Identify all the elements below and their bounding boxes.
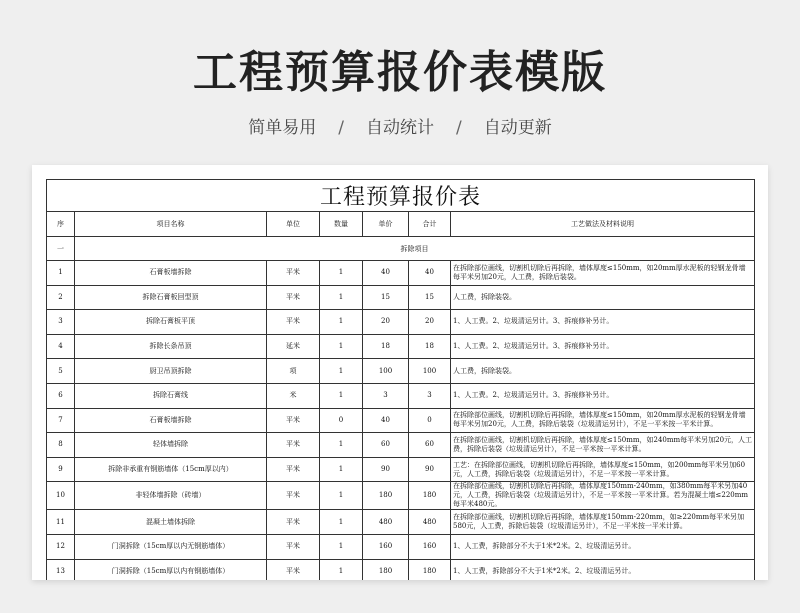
total-cell: 0 xyxy=(409,408,451,433)
description-cell: 在拆除部位画线，切割机切除后再拆除，墙体厚度≤150mm，如20mm厚水泥板的轻钢龙骨墙每平米另加20元，人工费，拆除后装袋（垃圾清运另计），不足一平米按一平米计算。 xyxy=(451,408,755,433)
item-name: 石膏板墙拆除 xyxy=(75,261,267,286)
column-header: 序 xyxy=(47,212,75,237)
quantity-cell: 1 xyxy=(320,559,363,580)
column-header: 数量 xyxy=(320,212,363,237)
table-row xyxy=(47,261,755,286)
description-cell: 1、人工费，拆除部分不大于1米*2米。2、垃圾清运另计。 xyxy=(451,559,755,580)
quantity-cell: 1 xyxy=(320,482,363,510)
unit-cell: 平米 xyxy=(267,559,320,580)
tag-separator: / xyxy=(338,118,344,138)
total-cell: 20 xyxy=(409,310,451,335)
row-number: 13 xyxy=(47,559,75,580)
quantity-cell: 1 xyxy=(320,334,363,359)
item-name: 非轻体墙拆除（砖墙） xyxy=(75,482,267,510)
unit-cell: 平米 xyxy=(267,433,320,458)
total-cell: 3 xyxy=(409,383,451,408)
spreadsheet-preview xyxy=(32,165,768,580)
row-number: 6 xyxy=(47,383,75,408)
column-header: 单价 xyxy=(363,212,409,237)
section-number: 一 xyxy=(47,237,75,261)
row-number: 12 xyxy=(47,534,75,559)
column-header: 工艺做法及材料说明 xyxy=(451,212,755,237)
table-row xyxy=(47,433,755,458)
item-name: 拆除石膏板平顶 xyxy=(75,310,267,335)
section-name: 拆除项目 xyxy=(75,237,755,261)
total-cell: 15 xyxy=(409,285,451,310)
unit-price-cell: 480 xyxy=(363,510,409,535)
item-name: 拆除非承重有钢筋墙体（15cm厚以内） xyxy=(75,457,267,482)
row-number: 10 xyxy=(47,482,75,510)
quantity-cell: 1 xyxy=(320,510,363,535)
unit-price-cell: 40 xyxy=(363,408,409,433)
item-name: 门洞拆除（15cm厚以内有钢筋墙体） xyxy=(75,559,267,580)
column-header: 单位 xyxy=(267,212,320,237)
total-cell: 18 xyxy=(409,334,451,359)
total-cell: 40 xyxy=(409,261,451,286)
quantity-cell: 1 xyxy=(320,261,363,286)
table-row xyxy=(47,310,755,335)
description-cell: 在拆除部位画线，切割机切除后再拆除，墙体厚度≤150mm，如240mm每平米另加20元，人工费，拆除后装袋（垃圾清运另计），不足一平米按一平米计算。 xyxy=(451,433,755,458)
quantity-cell: 1 xyxy=(320,383,363,408)
item-name: 门洞拆除（15cm厚以内无钢筋墙体） xyxy=(75,534,267,559)
total-cell: 180 xyxy=(409,559,451,580)
description-cell: 工艺：在拆除部位画线，切割机切除后再拆除，墙体厚度≤150mm，如200mm每平米另加60元，人工费，拆除后装袋（垃圾清运另计），不足一平米按一平米计算。 xyxy=(451,457,755,482)
table-row xyxy=(47,334,755,359)
unit-cell: 米 xyxy=(267,383,320,408)
tag-auto-update: 自动更新 xyxy=(483,118,552,138)
description-cell: 1、人工费。2、垃圾清运另计。3、拆痕修补另计。 xyxy=(451,334,755,359)
unit-cell: 延米 xyxy=(267,334,320,359)
row-number: 7 xyxy=(47,408,75,433)
item-name: 拆除石膏板回型顶 xyxy=(75,285,267,310)
unit-cell: 平米 xyxy=(267,310,320,335)
row-number: 8 xyxy=(47,433,75,458)
column-header: 合计 xyxy=(409,212,451,237)
item-name: 轻体墙拆除 xyxy=(75,433,267,458)
page-title: 工程预算报价表模版 xyxy=(193,47,607,98)
unit-price-cell: 3 xyxy=(363,383,409,408)
table-row xyxy=(47,359,755,384)
unit-price-cell: 180 xyxy=(363,482,409,510)
description-cell: 在拆除部位画线，切割机切除后再拆除，墙体厚度150mm-240mm，如380mm每平米另加40元，人工费，拆除后装袋（垃圾清运另计），不足一平米按一平米计算。若为混凝土墙≤220mm每平米480元。 xyxy=(451,482,755,510)
total-cell: 480 xyxy=(409,510,451,535)
table-row xyxy=(47,510,755,535)
quantity-cell: 1 xyxy=(320,285,363,310)
row-number: 11 xyxy=(47,510,75,535)
item-name: 厨卫吊顶拆除 xyxy=(75,359,267,384)
unit-cell: 平米 xyxy=(267,457,320,482)
quantity-cell: 1 xyxy=(320,457,363,482)
total-cell: 90 xyxy=(409,457,451,482)
description-cell: 1、人工费，拆除部分不大于1米*2米。2、垃圾清运另计。 xyxy=(451,534,755,559)
unit-cell: 平米 xyxy=(267,510,320,535)
description-cell: 在拆除部位画线，切割机切除后再拆除，墙体厚度≤150mm，如20mm厚水泥板的轻钢龙骨墙每平米另加20元，人工费，拆除后装袋。 xyxy=(451,261,755,286)
row-number: 2 xyxy=(47,285,75,310)
table-row xyxy=(47,408,755,433)
unit-cell: 平米 xyxy=(267,285,320,310)
quantity-cell: 1 xyxy=(320,433,363,458)
row-number: 9 xyxy=(47,457,75,482)
table-row xyxy=(47,482,755,510)
quantity-cell: 1 xyxy=(320,534,363,559)
row-number: 5 xyxy=(47,359,75,384)
row-number: 1 xyxy=(47,261,75,286)
tag-separator: / xyxy=(456,118,462,138)
quantity-cell: 1 xyxy=(320,310,363,335)
unit-price-cell: 20 xyxy=(363,310,409,335)
table-row xyxy=(47,383,755,408)
unit-price-cell: 90 xyxy=(363,457,409,482)
column-header: 项目名称 xyxy=(75,212,267,237)
description-cell: 1、人工费。2、垃圾清运另计。3、拆痕修补另计。 xyxy=(451,383,755,408)
tag-auto-stat: 自动统计 xyxy=(366,118,434,138)
unit-price-cell: 180 xyxy=(363,559,409,580)
unit-price-cell: 60 xyxy=(363,433,409,458)
row-number: 3 xyxy=(47,310,75,335)
description-cell: 在拆除部位画线，切割机切除后再拆除，墙体厚度150mm-220mm，如≥220mm每平米另加580元，人工费，拆除后装袋（垃圾清运另计），不足一平米按一平米计算。 xyxy=(451,510,755,535)
item-name: 拆除石膏线 xyxy=(75,383,267,408)
quantity-cell: 0 xyxy=(320,408,363,433)
table-row xyxy=(47,559,755,580)
unit-price-cell: 18 xyxy=(363,334,409,359)
table-row xyxy=(47,534,755,559)
section-row xyxy=(47,237,755,261)
row-number: 4 xyxy=(47,334,75,359)
sheet-title: 工程预算报价表 xyxy=(47,180,755,212)
total-cell: 60 xyxy=(409,433,451,458)
unit-cell: 平米 xyxy=(267,261,320,286)
unit-price-cell: 15 xyxy=(363,285,409,310)
total-cell: 180 xyxy=(409,482,451,510)
item-name: 混凝土墙体拆除 xyxy=(75,510,267,535)
unit-cell: 项 xyxy=(267,359,320,384)
item-name: 石膏板墙拆除 xyxy=(75,408,267,433)
description-cell: 人工费，拆除装袋。 xyxy=(451,359,755,384)
table-row xyxy=(47,457,755,482)
unit-price-cell: 40 xyxy=(363,261,409,286)
tag-easy: 简单易用 xyxy=(248,118,317,138)
tagline xyxy=(0,113,800,138)
unit-price-cell: 100 xyxy=(363,359,409,384)
description-cell: 人工费，拆除装袋。 xyxy=(451,285,755,310)
table-header-row xyxy=(47,212,755,237)
description-cell: 1、人工费。2、垃圾清运另计。3、拆痕修补另计。 xyxy=(451,310,755,335)
item-name: 拆除长条吊顶 xyxy=(75,334,267,359)
unit-price-cell: 160 xyxy=(363,534,409,559)
unit-cell: 平米 xyxy=(267,534,320,559)
total-cell: 100 xyxy=(409,359,451,384)
budget-table xyxy=(46,179,755,580)
unit-cell: 平米 xyxy=(267,408,320,433)
total-cell: 160 xyxy=(409,534,451,559)
quantity-cell: 1 xyxy=(320,359,363,384)
unit-cell: 平米 xyxy=(267,482,320,510)
table-row xyxy=(47,285,755,310)
